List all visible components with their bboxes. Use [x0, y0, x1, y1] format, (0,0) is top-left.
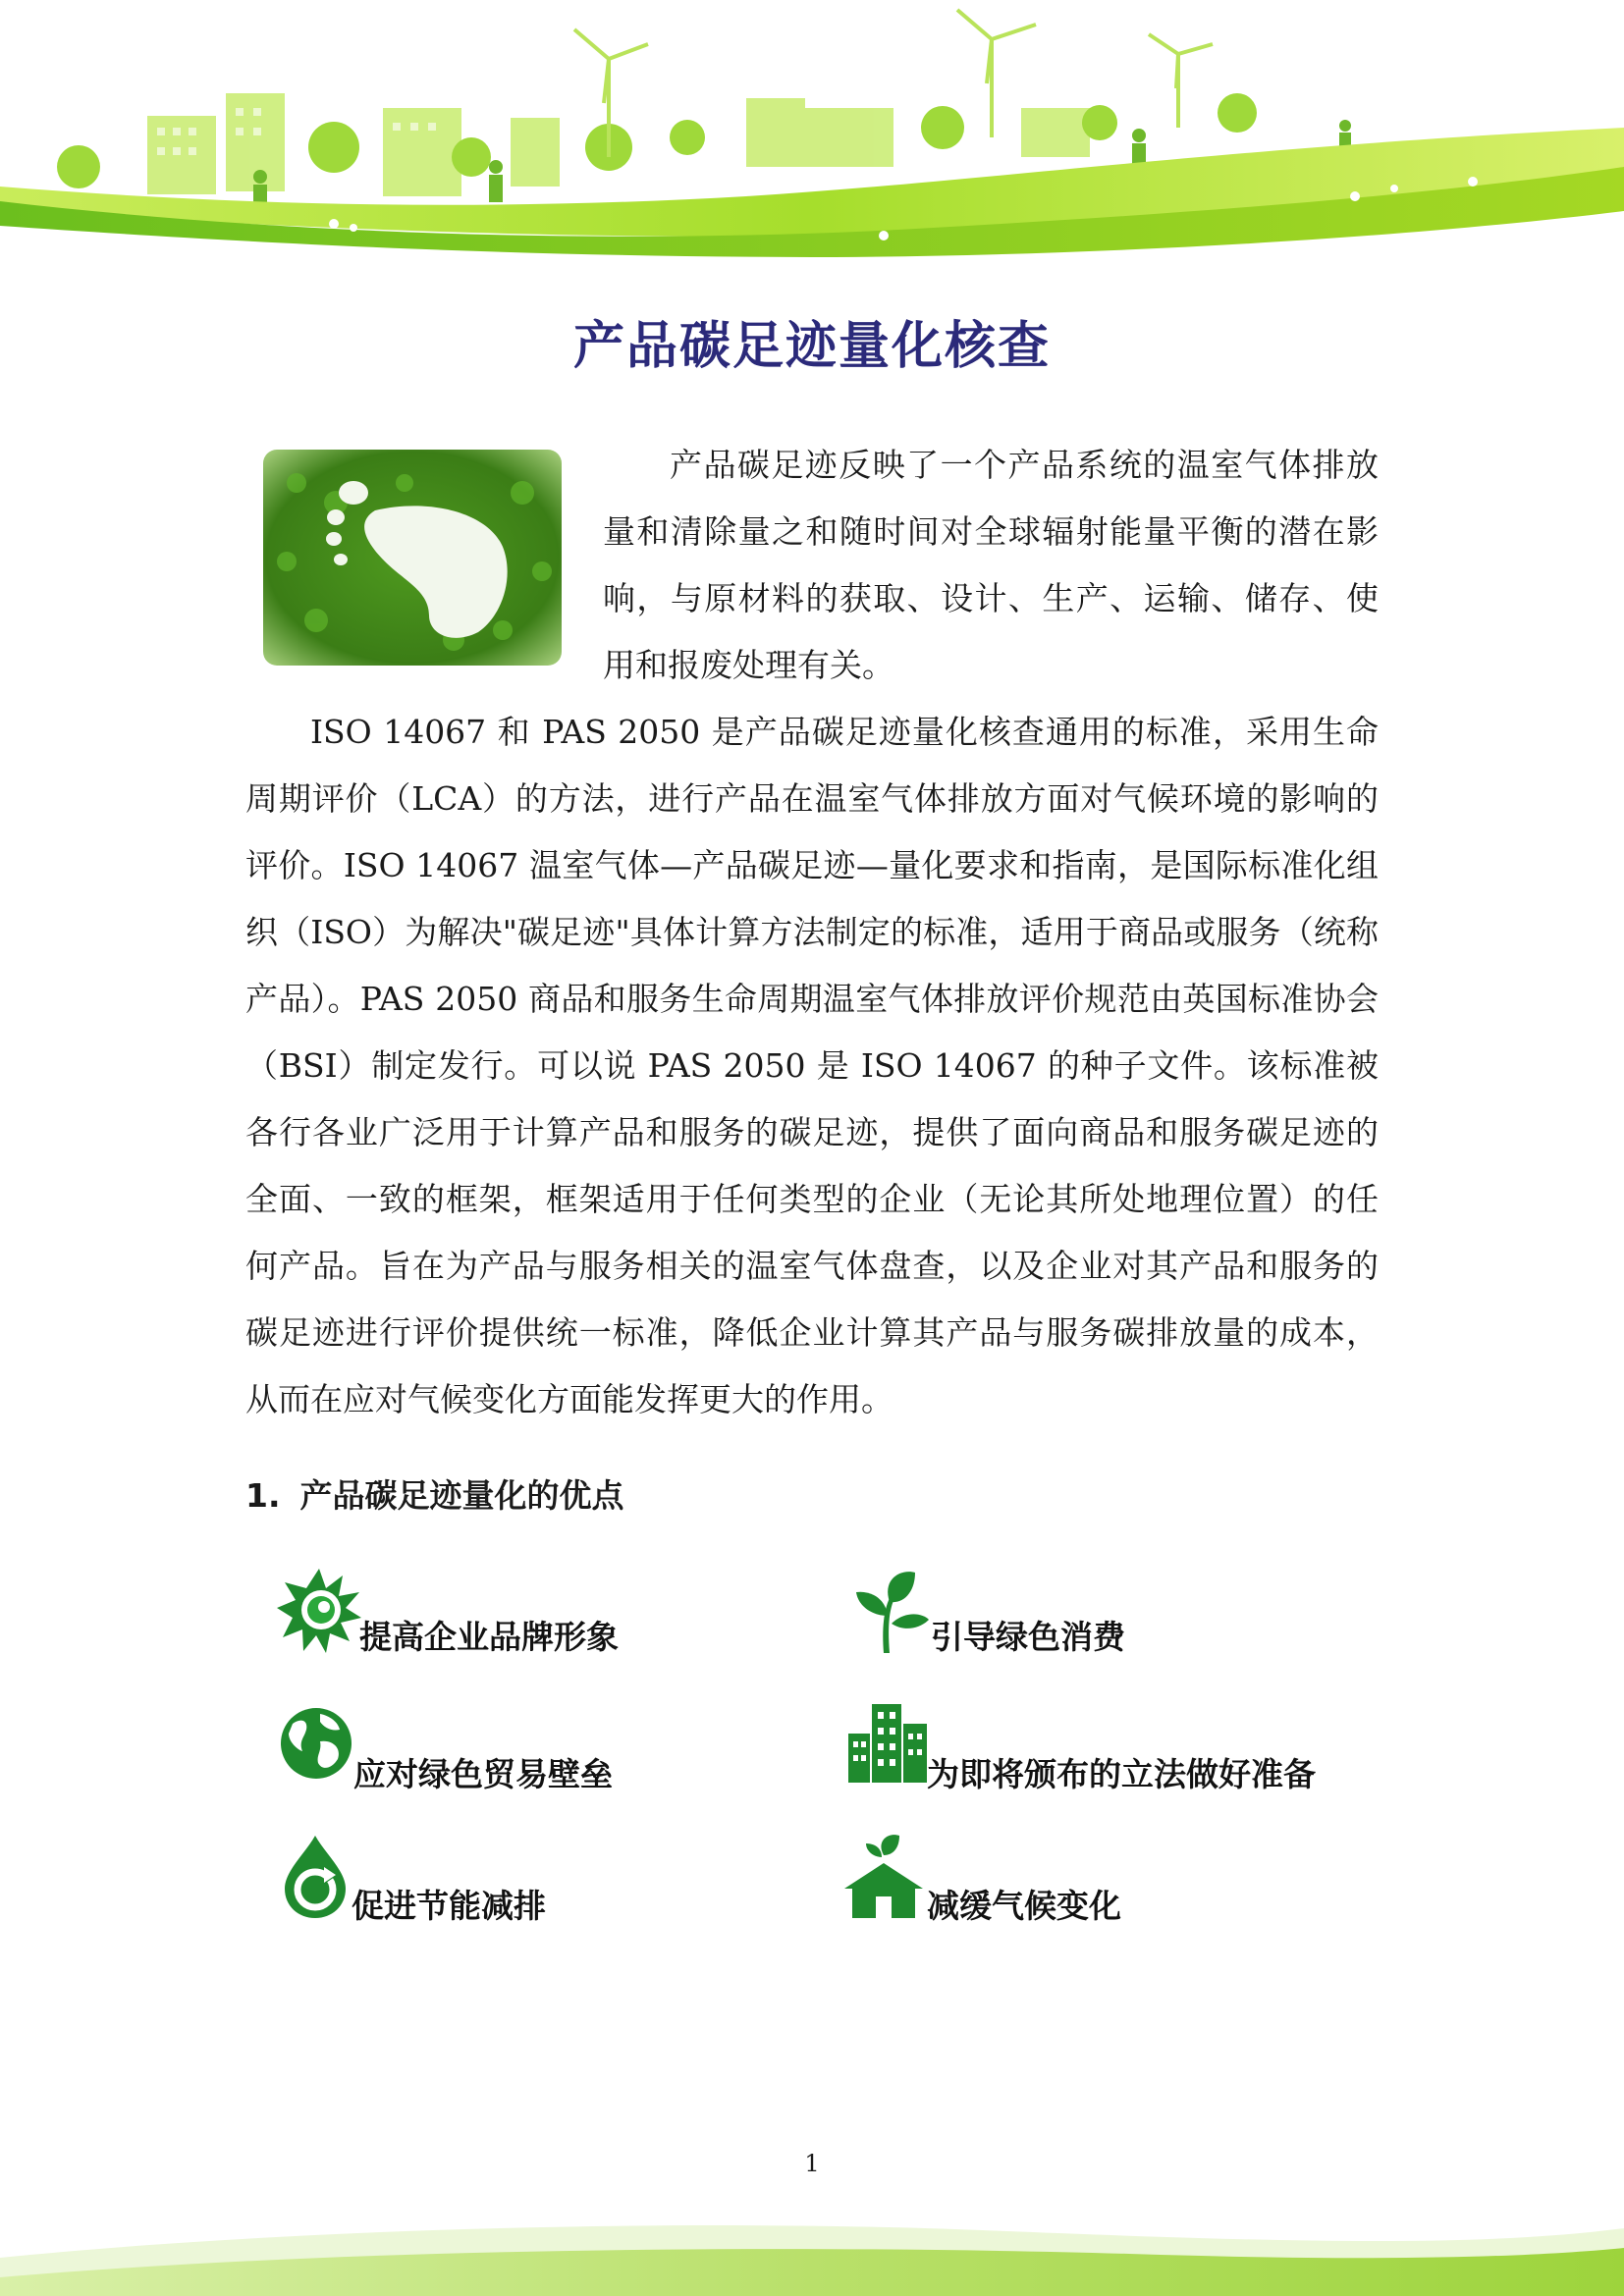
benefit-item	[852, 1569, 1245, 1657]
footer-wave-decoration	[0, 2209, 1624, 2296]
benefit-label: 减缓气候变化	[927, 1887, 1121, 1925]
recycle-drop-icon	[281, 1836, 350, 1920]
section-heading	[245, 1470, 624, 1517]
sunburst-icon	[277, 1569, 361, 1653]
benefit-item	[848, 1704, 1359, 1792]
benefit-item	[844, 1834, 1237, 1925]
section-title: 产品碳足迹量化的优点	[299, 1476, 624, 1515]
section-number: 1.	[245, 1476, 281, 1515]
buildings-icon	[848, 1704, 927, 1783]
benefit-item	[281, 1836, 674, 1924]
benefit-label: 引导绿色消费	[931, 1618, 1125, 1656]
benefit-item	[277, 1704, 670, 1792]
sprout-icon	[852, 1569, 931, 1653]
intro-paragraph: 产品碳足迹反映了一个产品系统的温室气体排放量和清除量之和随时间对全球辐射能量平衡的潜在影响，与原材料的获取、设计、生产、运输、储存、使用和报废处理有关。	[603, 446, 1379, 684]
benefit-label: 为即将颁布的立法做好准备	[927, 1755, 1316, 1793]
benefit-label: 提高企业品牌形象	[359, 1618, 619, 1656]
standards-paragraph: ISO 14067 和 PAS 2050 是产品碳足迹量化核查通用的标准，采用生命周期评价（LCA）的方法，进行产品在温室气体排放方面对气候环境的影响的评价。ISO 14067 温室气体—产品碳足迹—量化要求和指南，是国际标准化组织（ISO）为解决"碳足迹"具体计算方法制定的标准，适用于商品或服务（统称产品）。PAS 2050 商品和服务生命周期温室气体排放评价规范由英国标准协会（BSI）制定发行。可以说 PAS 2050 是 ISO 14067 的种子文件。该标准被各行各业广泛用于计算产品和服务的碳足迹，提供了面向商品和服务碳足迹的全面、一致的框架，框架适用于任何类型的企业（无论其所处地理位置）的任何产品。旨在为产品与服务相关的温室气体盘查，以及企业对其产品和服务的碳足迹进行评价提供统一标准，降低企业计算其产品与服务碳排放量的成本，从而在应对气候变化方面能发挥更大的作用。	[245, 713, 1379, 1418]
page-title: 产品碳足迹量化核查	[572, 316, 1051, 376]
benefit-label: 应对绿色贸易壁垒	[353, 1755, 613, 1793]
eco-house-icon	[844, 1834, 923, 1918]
header-banner-illustration	[0, 0, 1624, 265]
carbon-footprint-image	[257, 444, 568, 671]
globe-icon	[277, 1704, 355, 1783]
benefit-label: 促进节能减排	[352, 1887, 546, 1925]
benefit-item	[277, 1569, 670, 1657]
page-number: 1	[804, 2150, 820, 2177]
